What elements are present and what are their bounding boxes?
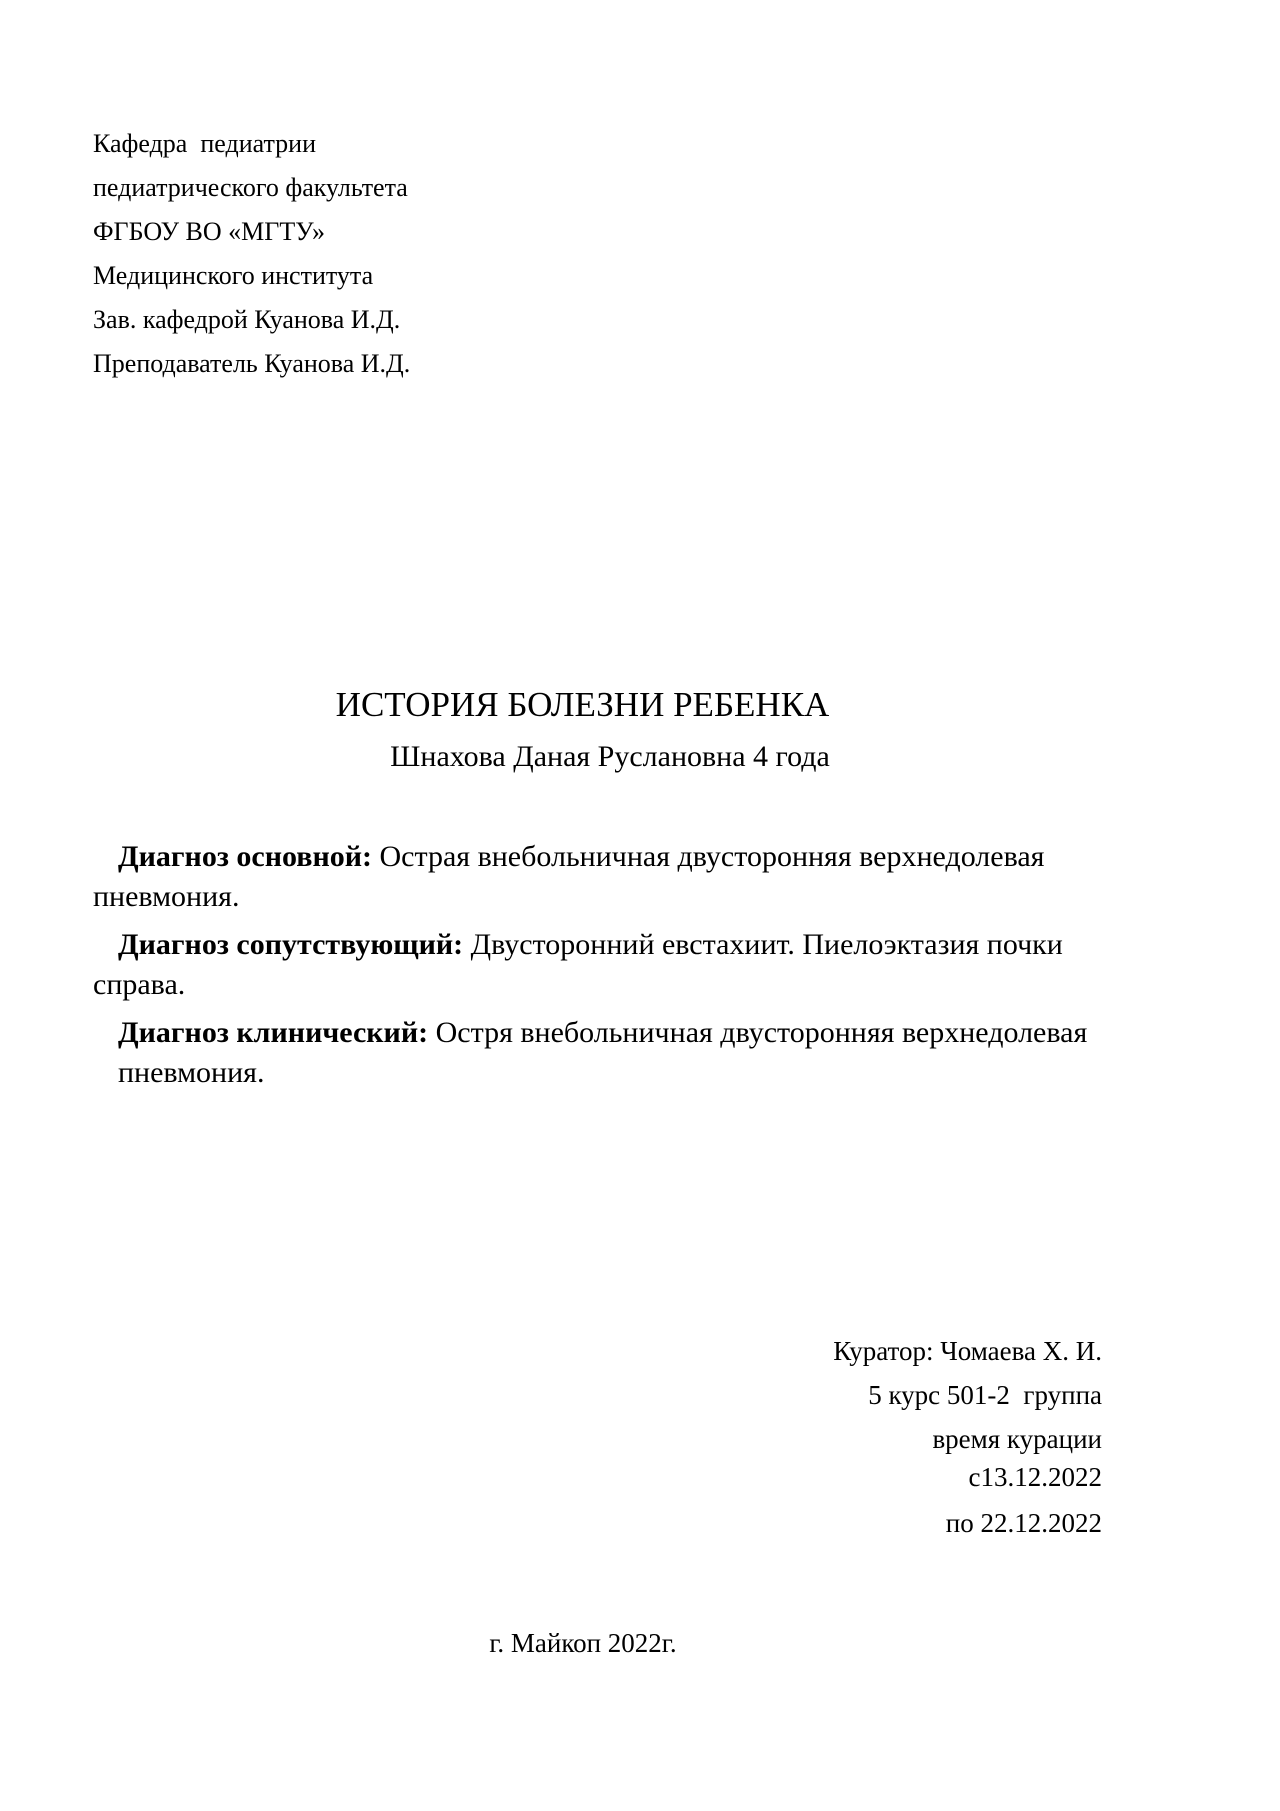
header-line-teacher: Преподаватель Куанова И.Д. xyxy=(93,349,411,378)
patient-name: Шнахова Даная Руслановна 4 года xyxy=(390,740,830,773)
diagnosis-main xyxy=(93,837,1093,917)
diagnosis-concomitant-label: Диагноз сопутствующий: xyxy=(118,928,464,961)
header-line-department: Кафедра педиатрии xyxy=(93,129,316,158)
diagnoses-section xyxy=(93,837,1093,1101)
diagnosis-clinical-label: Диагноз клинический: xyxy=(118,1016,429,1049)
diagnosis-main-label: Диагноз основной: xyxy=(118,840,373,873)
curation-end-date: по 22.12.2022 xyxy=(945,1508,1102,1538)
header-line-faculty: педиатрического факультета xyxy=(93,173,408,202)
diagnosis-concomitant xyxy=(93,925,1093,1005)
curator-group: 5 курс 501-2 группа xyxy=(868,1380,1102,1410)
diagnosis-clinical xyxy=(93,1013,1093,1093)
curation-start-date: с13.12.2022 xyxy=(968,1462,1102,1492)
curator-name: Куратор: Чомаева Х. И. xyxy=(833,1336,1102,1366)
city-year-footer: г. Майкоп 2022г. xyxy=(489,1628,677,1658)
header-line-university: ФГБОУ ВО «МГТУ» xyxy=(93,217,325,246)
curation-period-label: время курации xyxy=(932,1424,1102,1454)
header-line-head-of-department: Зав. кафедрой Куанова И.Д. xyxy=(93,305,401,334)
diagnosis-main-text: Острая внебольничная двусторонняя верхнедолевая пневмония. xyxy=(93,840,1045,913)
curator-block xyxy=(833,1328,1102,1544)
document-title: ИСТОРИЯ БОЛЕЗНИ РЕБЕНКА xyxy=(335,685,830,724)
diagnosis-clinical-text: Остря внебольничная двусторонняя верхнедолевая пневмония. xyxy=(118,1016,1088,1089)
diagnosis-concomitant-text: Двусторонний евстахиит. Пиелоэктазия почки справа. xyxy=(93,928,1063,1001)
header-line-institute: Медицинского института xyxy=(93,261,374,290)
department-header xyxy=(93,122,410,386)
